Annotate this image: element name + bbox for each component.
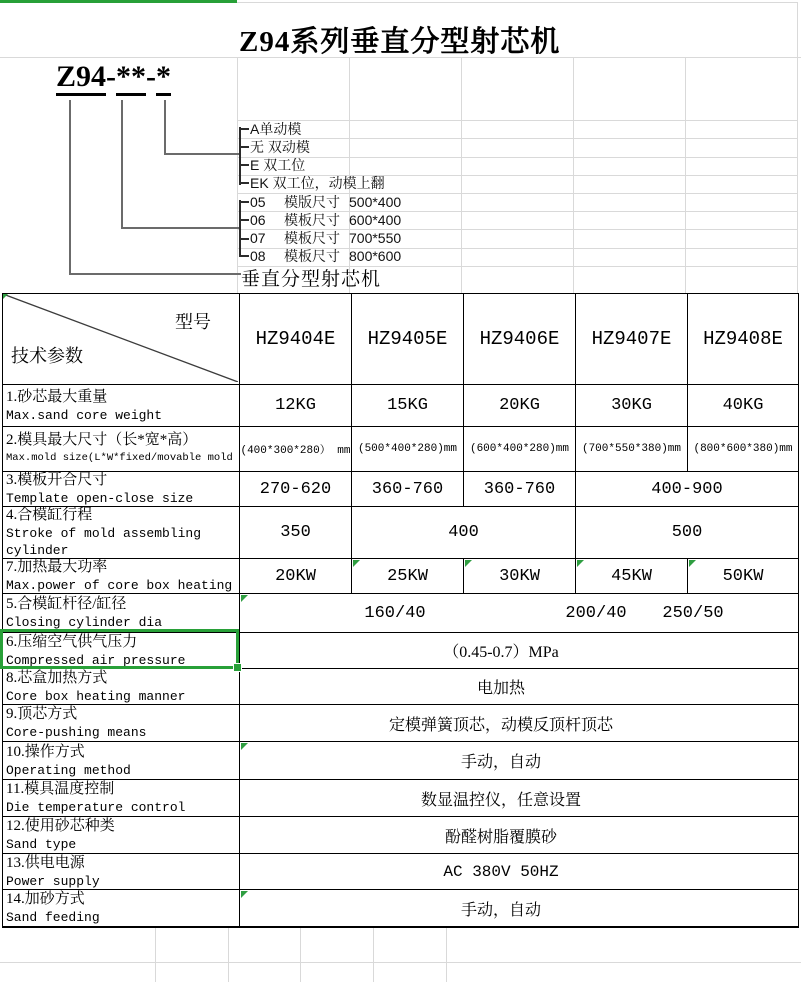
legend-tick [239, 164, 249, 166]
value-cell[interactable]: 270-620 [239, 472, 351, 506]
row-label-cell[interactable]: 8.芯盒加热方式 Core box heating manner [6, 669, 186, 704]
top-green-bar [0, 0, 237, 3]
legend-item-size[interactable]: 06 模板尺寸 600*400 [250, 212, 402, 228]
cell-error-triangle-icon [241, 743, 248, 750]
row-label-cell[interactable]: 4.合模缸行程 Stroke of mold assembling cylinder [6, 507, 202, 558]
gridline [373, 926, 374, 982]
value-cell-merged[interactable]: （0.45-0.7）MPa [239, 633, 798, 668]
value-cell-merged[interactable]: 160/40 200/40 250/50 [239, 594, 798, 632]
cell-error-triangle-icon [577, 560, 584, 567]
value-cell[interactable]: 12KG [239, 385, 351, 426]
legend-bracket-line [239, 127, 241, 185]
value-cell[interactable]: 45KW [575, 559, 687, 593]
row-label-cell[interactable]: 3.模板开合尺寸 Template open-close size [6, 472, 194, 506]
table-row [3, 704, 798, 741]
value-cell[interactable]: 25KW [351, 559, 463, 593]
legend-tick [239, 201, 249, 203]
row-label-cell[interactable]: 11.模具温度控制 Die temperature control [6, 781, 186, 815]
value-cell-merged[interactable]: 手动，自动 [239, 742, 798, 779]
gridline [228, 926, 229, 982]
gridline [300, 926, 301, 982]
header-corner-cell[interactable] [3, 294, 239, 384]
gridline [0, 962, 801, 963]
row-label-cell[interactable]: 12.使用砂芯种类 Sand type [6, 818, 115, 852]
gridline [237, 2, 797, 3]
value-cell-merged[interactable]: 400 [351, 507, 575, 558]
row-label-cell[interactable]: 9.顶芯方式 Core-pushing means [6, 706, 147, 740]
value-cell[interactable]: 20KW [239, 559, 351, 593]
value-cell[interactable]: (500*400*280)mm [351, 427, 463, 471]
model-header-cell[interactable]: HZ9408E [687, 294, 798, 384]
page-title: Z94系列垂直分型射芯机 [239, 26, 561, 58]
gridline [237, 157, 797, 158]
value-cell-merged[interactable]: 400-900 [575, 472, 798, 506]
model-header-cell[interactable]: HZ9407E [575, 294, 687, 384]
cell-error-triangle-icon [241, 595, 248, 602]
legend-connector-line [164, 100, 166, 155]
model-header-cell[interactable]: HZ9405E [351, 294, 463, 384]
legend-item-type[interactable]: A单动模 [250, 121, 302, 137]
gridline [797, 2, 798, 293]
header-corner-params-label: 技术参数 [11, 346, 83, 366]
model-header-cell[interactable]: HZ9406E [463, 294, 575, 384]
value-cell[interactable]: 360-760 [463, 472, 575, 506]
value-cell[interactable]: (800*600*380)mm [687, 427, 798, 471]
table-row [3, 426, 798, 471]
value-cell[interactable]: 360-760 [351, 472, 463, 506]
model-header-cell[interactable]: HZ9404E [239, 294, 351, 384]
model-code-series: Z94 [56, 60, 106, 96]
legend-tick [239, 219, 249, 221]
fill-handle[interactable] [233, 663, 242, 672]
legend-connector-line [69, 100, 71, 275]
row-label-cell[interactable]: 5.合模缸杆径/缸径 Closing cylinder dia [6, 596, 163, 630]
row-label-cell-selected[interactable]: 6.压缩空气供气压力 Compressed air pressure [6, 633, 186, 668]
spec-table [2, 293, 799, 928]
model-code-type-star: * [156, 60, 171, 96]
value-cell[interactable]: 40KG [687, 385, 798, 426]
value-cell-merged[interactable]: 酚醛树脂覆膜砂 [239, 817, 798, 853]
gridline [155, 926, 156, 982]
row-label-cell[interactable]: 10.操作方式 Operating method [6, 743, 131, 778]
legend-tick [239, 128, 249, 130]
row-label-cell[interactable]: 14.加砂方式 Sand feeding [6, 891, 100, 925]
value-cell[interactable]: 20KG [463, 385, 575, 426]
value-cell[interactable]: (700*550*380)mm [575, 427, 687, 471]
legend-connector-line [121, 227, 241, 229]
value-cell-merged[interactable]: AC 380V 50HZ [239, 854, 798, 889]
legend-tick [239, 238, 249, 240]
row-label-cell[interactable]: 1.砂芯最大重量 Max.sand core weight [6, 388, 163, 423]
legend-item-size[interactable]: 05 模版尺寸 500*400 [250, 194, 402, 210]
header-corner-model-label: 型号 [175, 312, 211, 332]
cell-error-triangle-icon [3, 294, 8, 299]
table-row [3, 889, 798, 926]
cell-error-triangle-icon [241, 891, 248, 898]
legend-tick [239, 146, 249, 148]
table-row [3, 384, 798, 426]
cell-error-triangle-icon [465, 560, 472, 567]
legend-bracket-line [239, 200, 241, 257]
row-label-cell[interactable]: 2.模具最大尺寸（长*宽*高） Max.mold size(L*W*fixed/movable mold [6, 432, 233, 464]
legend-item-size[interactable]: 08 模板尺寸 800*600 [250, 248, 402, 264]
table-row [3, 779, 798, 816]
table-row [3, 853, 798, 889]
cell-error-triangle-icon [353, 560, 360, 567]
value-cell[interactable]: 350 [239, 507, 351, 558]
model-code: Z94-**-* [56, 60, 171, 94]
gridline [237, 120, 797, 121]
legend-item-size[interactable]: 07 模板尺寸 700*550 [250, 230, 402, 246]
legend-connector-line [121, 100, 123, 229]
gridline [237, 138, 797, 139]
value-cell-merged[interactable]: 手动，自动 [239, 890, 798, 926]
table-row [3, 471, 798, 506]
value-cell[interactable]: 15KG [351, 385, 463, 426]
value-cell[interactable]: (600*400*280)mm [463, 427, 575, 471]
legend-base-label: 垂直分型射芯机 [241, 269, 382, 290]
active-cell-selection[interactable] [0, 629, 239, 669]
model-code-size-stars: ** [116, 60, 146, 96]
legend-item-type[interactable]: EK 双工位，动模上翻 [250, 175, 385, 191]
legend-connector-line [69, 273, 241, 275]
table-row [3, 741, 798, 779]
legend-tick [239, 182, 249, 184]
table-row [3, 506, 798, 558]
row-label-cell[interactable]: 7.加热最大功率 Max.power of core box heating [6, 559, 233, 593]
cell-error-triangle-icon [689, 560, 696, 567]
value-cell[interactable]: 30KG [575, 385, 687, 426]
legend-item-type[interactable]: E 双工位 [250, 157, 306, 173]
value-cell-merged[interactable]: 500 [575, 507, 798, 558]
value-cell[interactable]: 50KW [687, 559, 798, 593]
table-row [3, 558, 798, 593]
table-header-row [3, 294, 798, 384]
legend-connector-line [164, 153, 241, 155]
value-cell[interactable]: 30KW [463, 559, 575, 593]
value-cell-merged[interactable]: 数显温控仪，任意设置 [239, 780, 798, 816]
row-label-cell[interactable]: 13.供电电源 Power supply [6, 854, 100, 889]
value-cell-merged[interactable]: 电加热 [239, 669, 798, 704]
table-row [3, 593, 798, 632]
value-cell-merged[interactable]: 定模弹簧顶芯，动模反顶杆顶芯 [239, 705, 798, 741]
value-cell[interactable]: (400*300*280） mm [239, 427, 351, 471]
table-row [3, 668, 798, 704]
gridline [446, 926, 447, 982]
legend-tick [239, 255, 249, 257]
legend-item-type[interactable]: 无 双动模 [250, 139, 310, 155]
table-row [3, 816, 798, 853]
